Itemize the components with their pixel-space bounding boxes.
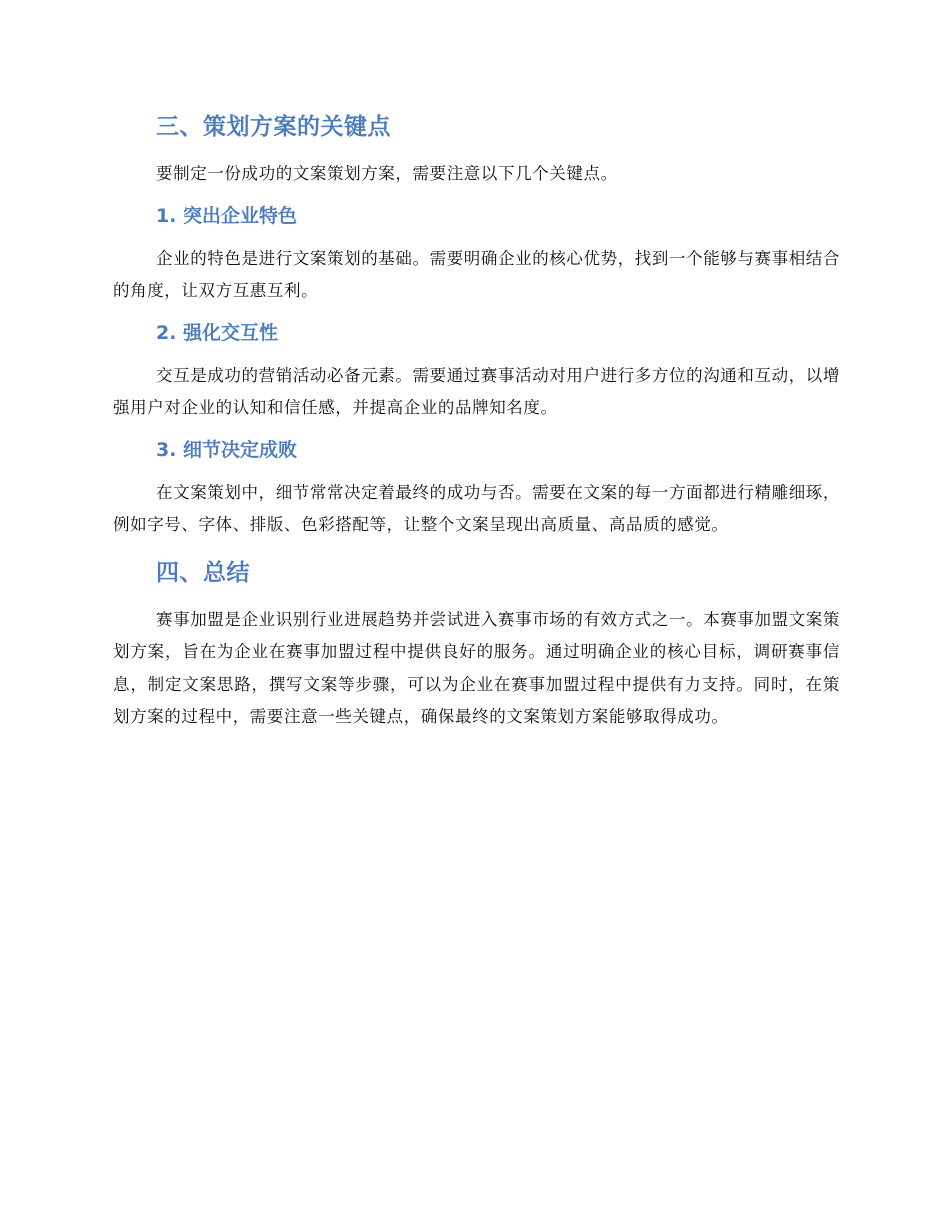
point-1-heading: 1. 突出企业特色	[156, 204, 298, 227]
point-3-heading: 3. 细节决定成败	[156, 438, 298, 461]
document-content	[113, 108, 840, 744]
point-3-text: 在文案策划中，细节常常决定着最终的成功与否。需要在文案的每一方面都进行精雕细琢，例如字号、字体、排版、色彩搭配等，让整个文案呈现出高质量、高品质的感觉。	[113, 482, 840, 534]
section-4-text: 赛事加盟是企业识别行业进展趋势并尝试进入赛事市场的有效方式之一。本赛事加盟文案策划方案，旨在为企业在赛事加盟过程中提供良好的服务。通过明确企业的核心目标，调研赛事信息，制定文案思路，撰写文案等步骤，可以为企业在赛事加盟过程中提供有力支持。同时，在策划方案的过程中，需要注意一些关键点，确保最终的文案策划方案能够取得成功。	[113, 609, 840, 726]
point-1-text: 企业的特色是进行文案策划的基础。需要明确企业的核心优势，找到一个能够与赛事相结合的角度，让双方互惠互利。	[113, 248, 840, 300]
section-3-heading: 三、策划方案的关键点	[156, 114, 391, 140]
point-2-text: 交互是成功的营销活动必备元素。需要通过赛事活动对用户进行多方位的沟通和互动，以增强用户对企业的认知和信任感，并提高企业的品牌知名度。	[113, 365, 840, 417]
section-3-intro: 要制定一份成功的文案策划方案，需要注意以下几个关键点。	[156, 164, 618, 183]
section-4-heading: 四、总结	[156, 559, 250, 586]
point-2-heading: 2. 强化交互性	[156, 321, 279, 344]
